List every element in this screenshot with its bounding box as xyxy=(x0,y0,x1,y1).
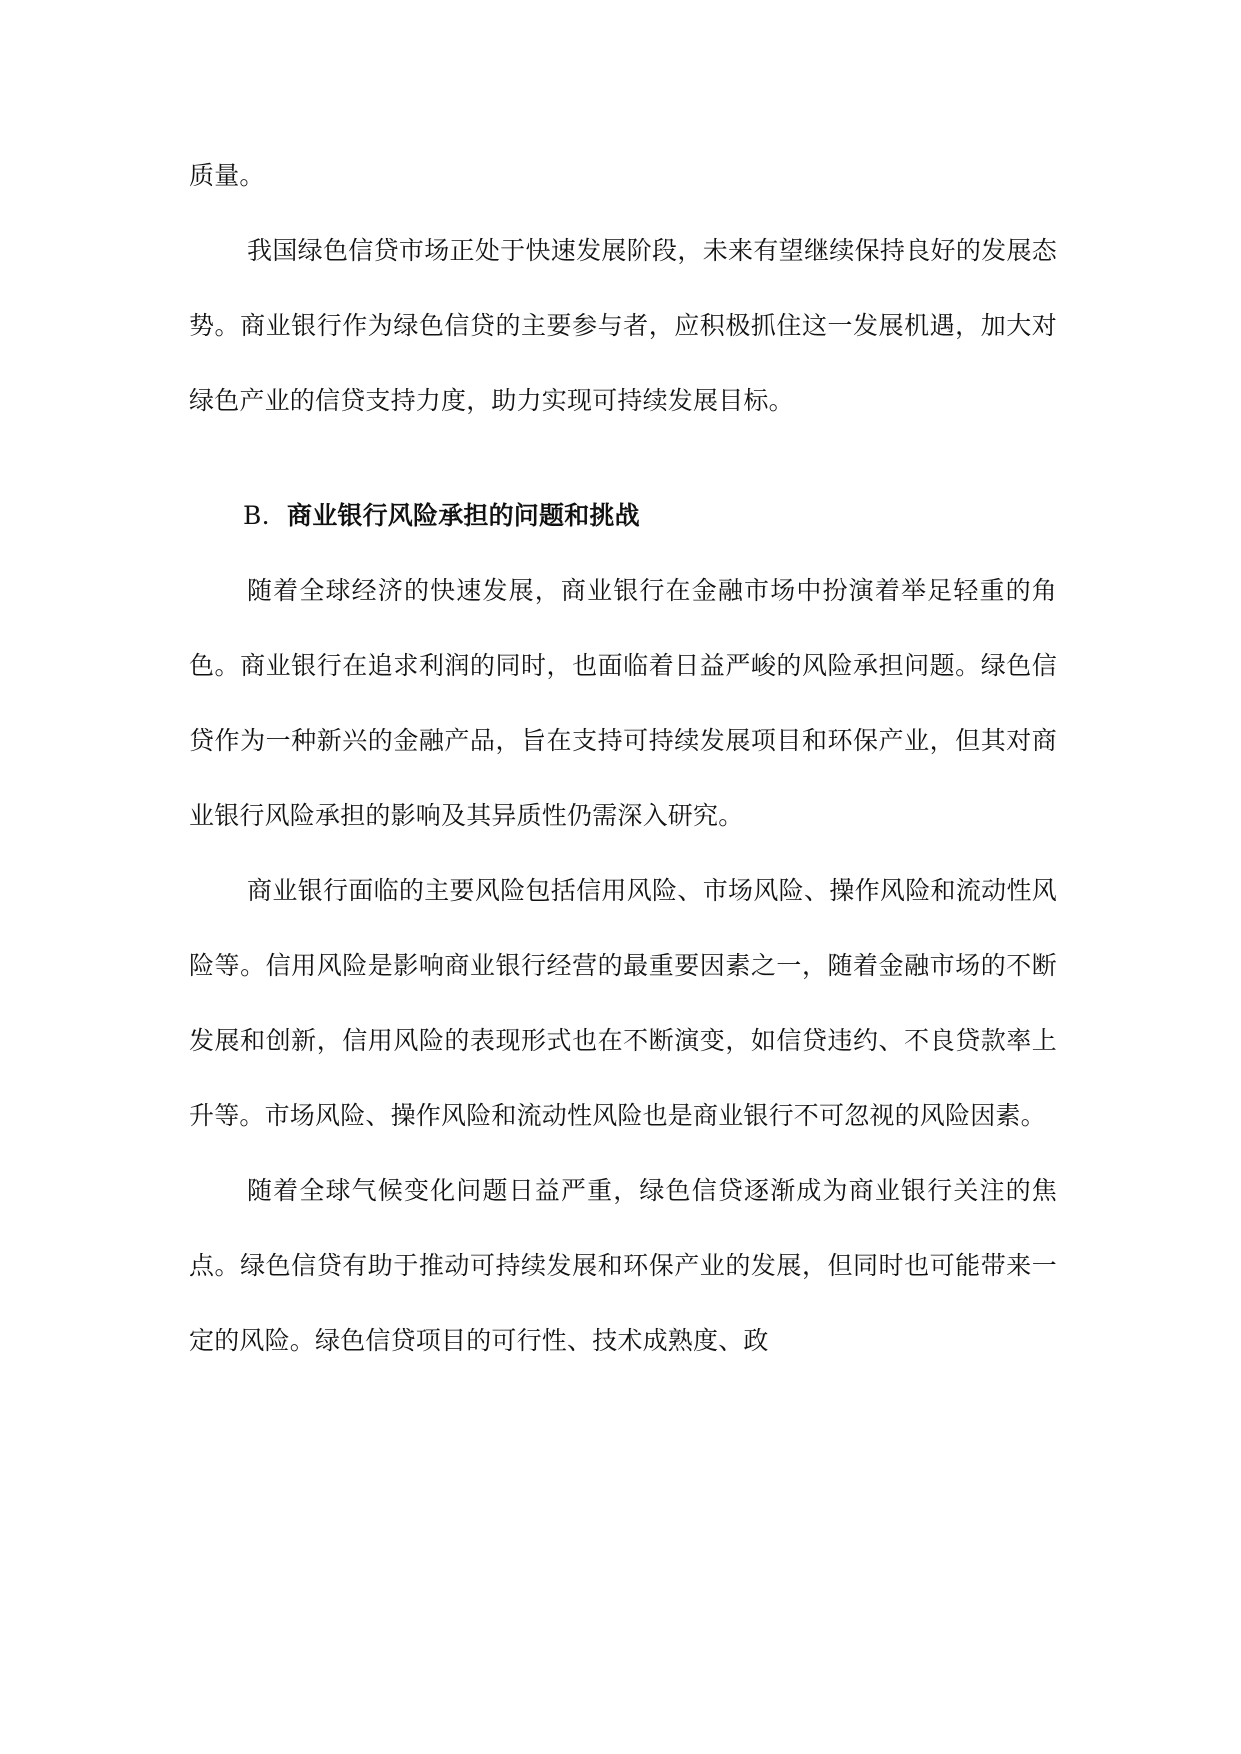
document-body xyxy=(189,138,1057,1378)
paragraph-continuation: 质量。 xyxy=(189,161,265,190)
paragraph-green-credit-market: 我国绿色信贷市场正处于快速发展阶段，未来有望继续保持良好的发展态势。商业银行作为绿色信贷的主要参与者，应积极抓住这一发展机遇，加大对绿色产业的信贷支持力度，助力实现可持续发展目标。 xyxy=(189,236,1057,415)
section-number: B. xyxy=(243,501,270,530)
paragraph-main-risks: 商业银行面临的主要风险包括信用风险、市场风险、操作风险和流动性风险等。信用风险是影响商业银行经营的最重要因素之一，随着金融市场的不断发展和创新，信用风险的表现形式也在不断演变，如信贷违约、不良贷款率上升等。市场风险、操作风险和流动性风险也是商业银行不可忽视的风险因素。 xyxy=(189,876,1057,1130)
section-title: 商业银行风险承担的问题和挑战 xyxy=(287,501,640,530)
section-heading xyxy=(189,478,1057,553)
paragraph-climate-green-credit: 随着全球气候变化问题日益严重，绿色信贷逐渐成为商业银行关注的焦点。绿色信贷有助于推动可持续发展和环保产业的发展，但同时也可能带来一定的风险。绿色信贷项目的可行性、技术成熟度、政 xyxy=(189,1176,1057,1355)
paragraph-risk-intro: 随着全球经济的快速发展，商业银行在金融市场中扮演着举足轻重的角色。商业银行在追求利润的同时，也面临着日益严峻的风险承担问题。绿色信贷作为一种新兴的金融产品，旨在支持可持续发展项目和环保产业，但其对商业银行风险承担的影响及其异质性仍需深入研究。 xyxy=(189,576,1057,830)
